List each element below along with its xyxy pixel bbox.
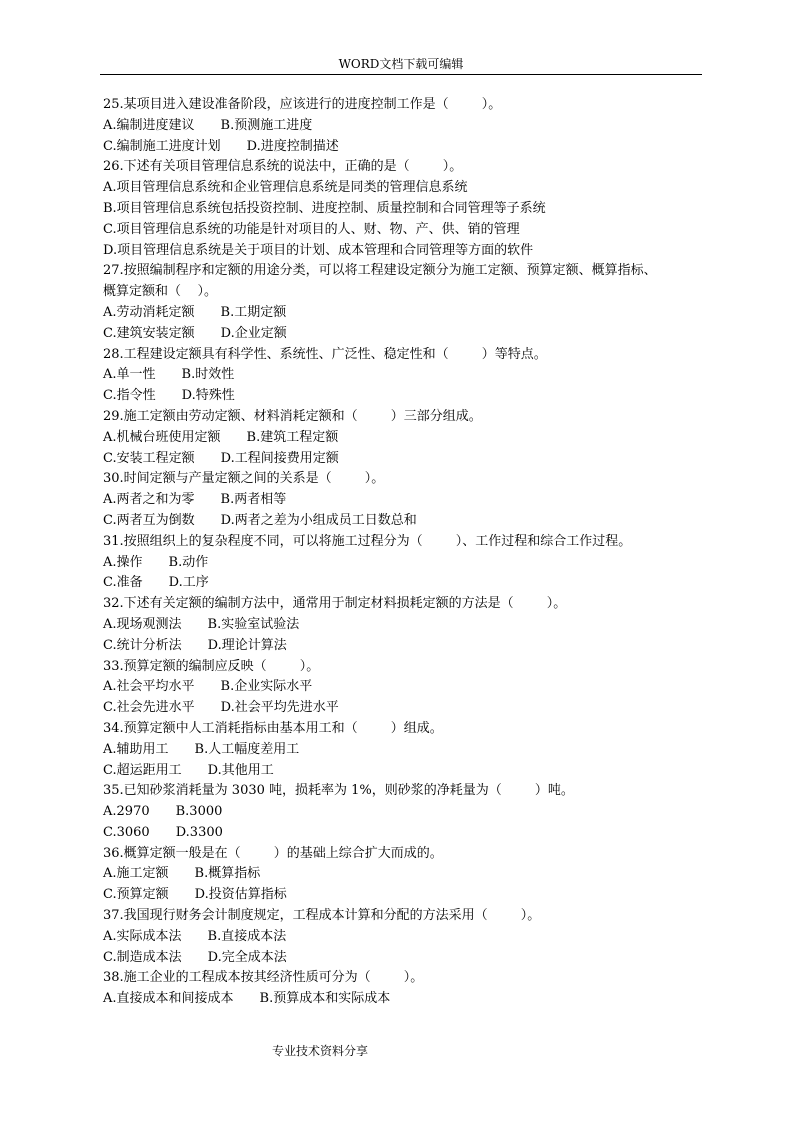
answer-option: C.建筑安装定额: [103, 325, 195, 341]
answer-options-row: [103, 490, 703, 511]
answer-option: B.项目管理信息系统包括投资控制、进度控制、质量控制和合同管理等子系统: [103, 200, 546, 216]
question-stem: 31.按照组织上的复杂程度不同，可以将施工过程分为（ ）、工作过程和综合工作过程。: [103, 533, 632, 549]
answer-options-row: [103, 677, 703, 698]
answer-options-row: [103, 802, 703, 823]
answer-option: C.准备: [103, 575, 143, 591]
answer-options-row: [103, 761, 703, 782]
answer-option: C.统计分析法: [103, 637, 182, 653]
answer-option: A.2970: [103, 804, 150, 820]
answer-option: A.社会平均水平: [103, 679, 195, 695]
answer-options-row: [103, 885, 703, 906]
question-stem: 30.时间定额与产量定额之间的关系是（ ）。: [103, 471, 385, 487]
answer-options-row: [103, 553, 703, 574]
question-stem: 36.概算定额一般是在（ ）的基础上综合扩大而成的。: [103, 845, 443, 861]
answer-option: A.操作: [103, 554, 143, 570]
answer-options-row: [103, 449, 703, 470]
answer-options-row: [103, 137, 703, 158]
answer-options-row: [103, 864, 703, 885]
answer-option: A.劳动消耗定额: [103, 304, 195, 320]
answer-option: A.机械台班使用定额: [103, 429, 221, 445]
question-stem: 27.按照编制程序和定额的用途分类，可以将工程建设定额分为施工定额、预算定额、概算指标、: [103, 263, 657, 279]
question-stem: 35.已知砂浆消耗量为 3030 吨，损耗率为 1%，则砂浆的净耗量为（ ）吨。: [103, 783, 574, 799]
answer-option: C.指令性: [103, 388, 156, 404]
answer-option: D.社会平均先进水平: [220, 700, 339, 716]
answer-option: D.企业定额: [220, 325, 287, 341]
answer-options-row: [103, 428, 703, 449]
answer-option: D.进度控制描述: [246, 138, 339, 154]
question-list: [103, 95, 703, 1010]
answer-option: D.投资估算指标: [194, 887, 287, 903]
answer-option: B.概算指标: [194, 866, 261, 882]
answer-options-row: [103, 303, 703, 324]
question-stem: 26.下述有关项目管理信息系统的说法中，正确的是（ ）。: [103, 159, 463, 175]
answer-option: 概算定额和（ ）。: [103, 284, 218, 300]
answer-option: C.编制施工进度计划: [103, 138, 221, 154]
page-header: WORD文档下载可编辑: [338, 57, 464, 71]
question-stem: 28.工程建设定额具有科学性、系统性、广泛性、稳定性和（ ）等特点。: [103, 346, 547, 362]
answer-options-row: [103, 365, 703, 386]
answer-option: D.其他用工: [207, 762, 274, 778]
question-stem: 34.预算定额中人工消耗指标由基本用工和（ ）组成。: [103, 720, 443, 736]
answer-options-row: [103, 116, 703, 137]
question-stem: 37.我国现行财务会计制度规定，工程成本计算和分配的方法采用（ ）。: [103, 908, 541, 924]
answer-option: B.建筑工程定额: [246, 429, 339, 445]
answer-options-row: [103, 636, 703, 657]
question-stem: 29.施工定额由劳动定额、材料消耗定额和（ ）三部分组成。: [103, 408, 482, 424]
answer-option: A.直接成本和间接成本: [103, 991, 234, 1007]
answer-option: D.工程间接费用定额: [220, 450, 339, 466]
answer-option: A.施工定额: [103, 866, 169, 882]
answer-option: C.安装工程定额: [103, 450, 195, 466]
answer-options-row: [103, 740, 703, 761]
answer-option: D.理论计算法: [207, 637, 287, 653]
answer-options-row: [103, 823, 703, 844]
answer-option: A.实际成本法: [103, 928, 182, 944]
answer-option: C.两者互为倒数: [103, 512, 195, 528]
answer-option: B.企业实际水平: [220, 679, 313, 695]
answer-option: D.完全成本法: [207, 949, 287, 965]
answer-option: A.编制进度建议: [103, 117, 195, 133]
answer-option: C.3060: [103, 824, 150, 840]
answer-options-row: [103, 948, 703, 969]
answer-option: B.预算成本和实际成本: [259, 991, 391, 1007]
question-stem: 33.预算定额的编制应反映（ ）。: [103, 658, 320, 674]
header-divider: [100, 74, 702, 75]
question-stem: 32.下述有关定额的编制方法中，通常用于制定材料损耗定额的方法是（ ）。: [103, 596, 567, 612]
answer-options-row: [103, 615, 703, 636]
answer-option: B.直接成本法: [207, 928, 287, 944]
answer-option: A.两者之和为零: [103, 492, 195, 508]
answer-option: D.工序: [168, 575, 209, 591]
answer-option: B.动作: [168, 554, 209, 570]
answer-option: A.现场观测法: [103, 616, 182, 632]
answer-option: B.3000: [175, 804, 223, 820]
answer-options-row: [103, 324, 703, 345]
answer-option: A.单一性: [103, 367, 156, 383]
answer-options-row: [103, 573, 703, 594]
answer-option: B.预测施工进度: [220, 117, 313, 133]
answer-option: C.社会先进水平: [103, 700, 195, 716]
answer-options-row: [103, 511, 703, 532]
answer-option: C.项目管理信息系统的功能是针对项目的人、财、物、产、供、销的管理: [103, 221, 520, 237]
answer-option: B.两者相等: [220, 492, 287, 508]
answer-option: D.特殊性: [181, 388, 235, 404]
answer-options-row: [103, 989, 703, 1010]
answer-option: A.辅助用工: [103, 741, 169, 757]
answer-option: B.工期定额: [220, 304, 287, 320]
answer-option: B.人工幅度差用工: [194, 741, 300, 757]
answer-option: B.时效性: [181, 367, 235, 383]
answer-option: C.预算定额: [103, 887, 169, 903]
answer-option: D.两者之差为小组成员工日数总和: [220, 512, 417, 528]
answer-option: A.项目管理信息系统和企业管理信息系统是同类的管理信息系统: [103, 180, 468, 196]
answer-option: D.3300: [175, 824, 223, 840]
question-stem: 38.施工企业的工程成本按其经济性质可分为（ ）。: [103, 970, 424, 986]
answer-options-row: [103, 386, 703, 407]
answer-options-row: [103, 927, 703, 948]
page-footer: 专业技术资料分享: [271, 1044, 368, 1058]
question-stem: 25.某项目进入建设准备阶段，应该进行的进度控制工作是（ ）。: [103, 97, 502, 112]
answer-option: B.实验室试验法: [207, 616, 300, 632]
answer-option: D.项目管理信息系统是关于项目的计划、成本管理和合同管理等方面的软件: [103, 242, 534, 258]
answer-options-row: [103, 698, 703, 719]
answer-option: C.制造成本法: [103, 949, 182, 965]
answer-option: C.超运距用工: [103, 762, 182, 778]
